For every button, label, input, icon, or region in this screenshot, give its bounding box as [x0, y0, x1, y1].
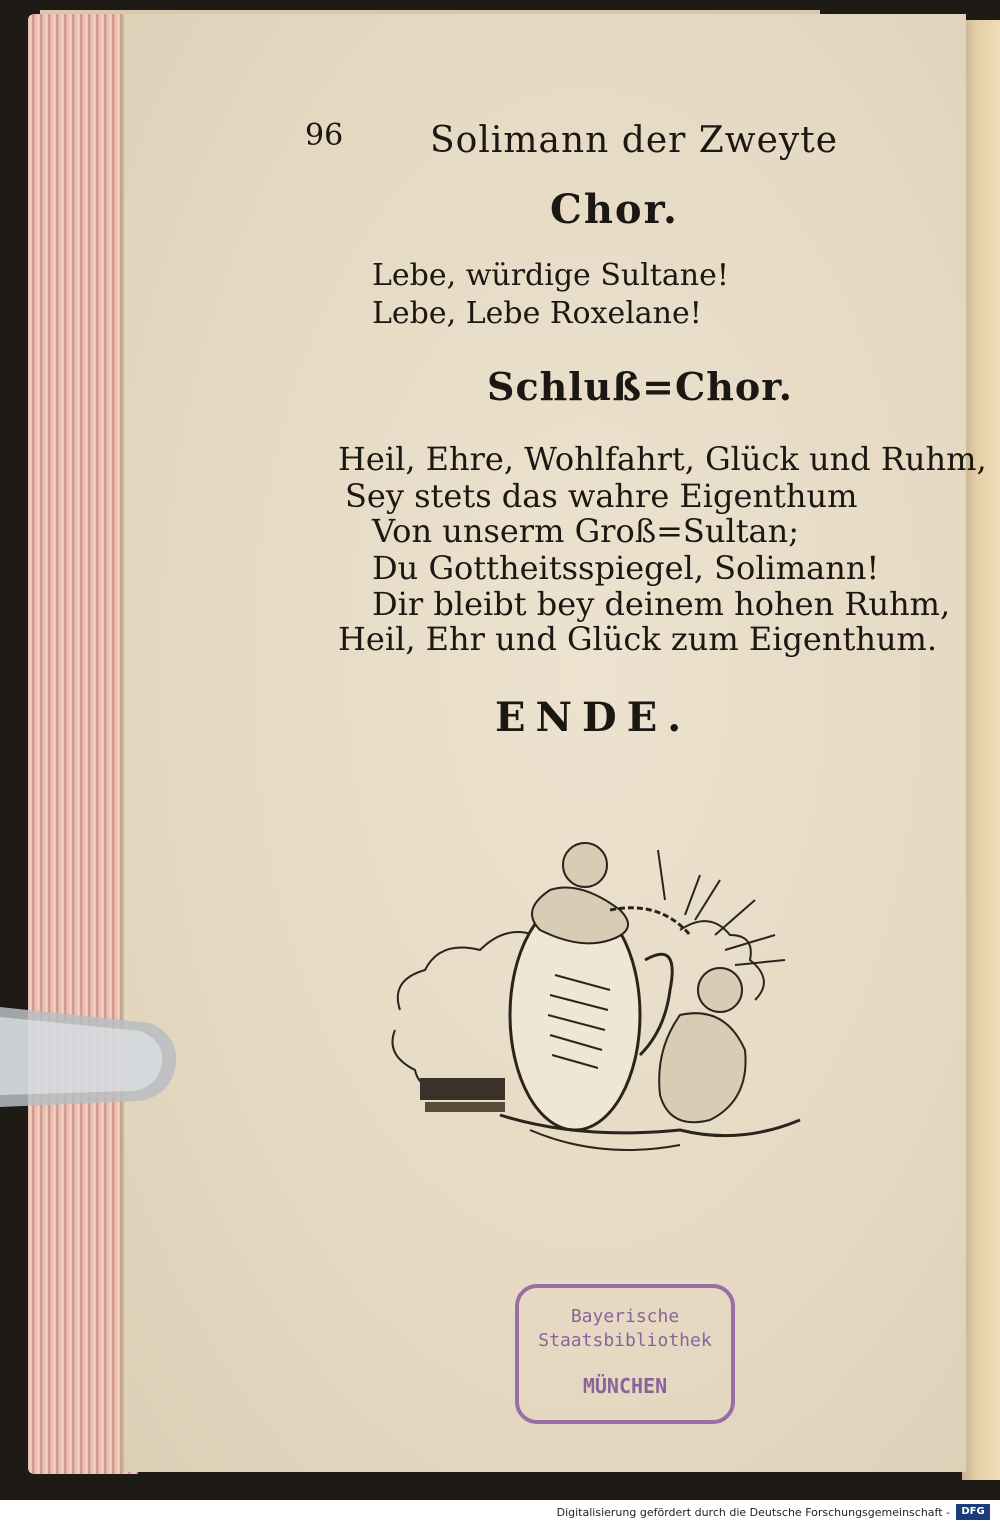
heading-schluss-chor: Schluß=Chor.	[487, 364, 793, 409]
funding-credit: Digitalisierung gefördert durch die Deutsche Forschungsgemeinschaft -	[556, 1506, 950, 1519]
running-header: Solimann der Zweyte	[430, 120, 839, 161]
verse-line: Heil, Ehr und Glück zum Eigenthum.	[338, 620, 938, 658]
footer-bar	[0, 1500, 1000, 1526]
page-clip-image	[0, 995, 180, 1115]
verse-line: Du Gottheitsspiegel, Solimann!	[372, 549, 880, 587]
verse-line: Sey stets das wahre Eigenthum	[345, 477, 858, 515]
heading-chor: Chor.	[550, 186, 679, 233]
book-page	[122, 14, 966, 1472]
chor-line: Lebe, würdige Sultane!	[372, 258, 729, 293]
verse-line: Dir bleibt bey deinem hohen Ruhm,	[372, 585, 951, 623]
dfg-logo: DFG	[956, 1504, 990, 1520]
verse-line: Von unserm Groß=Sultan;	[372, 512, 800, 550]
chor-line: Lebe, Lebe Roxelane!	[372, 296, 702, 331]
right-leaf-edge	[962, 20, 1000, 1480]
library-stamp	[515, 1284, 735, 1424]
page-number: 96	[305, 118, 344, 153]
stamp-line: Bayerische	[570, 1306, 680, 1327]
verse-line: Heil, Ehre, Wohlfahrt, Glück und Ruhm,	[338, 440, 987, 478]
stamp-line: Staatsbibliothek	[538, 1330, 712, 1351]
cherub-vignette-illustration	[380, 840, 820, 1180]
ende-text: ENDE.	[495, 694, 692, 741]
stamp-line: MÜNCHEN	[582, 1374, 668, 1398]
